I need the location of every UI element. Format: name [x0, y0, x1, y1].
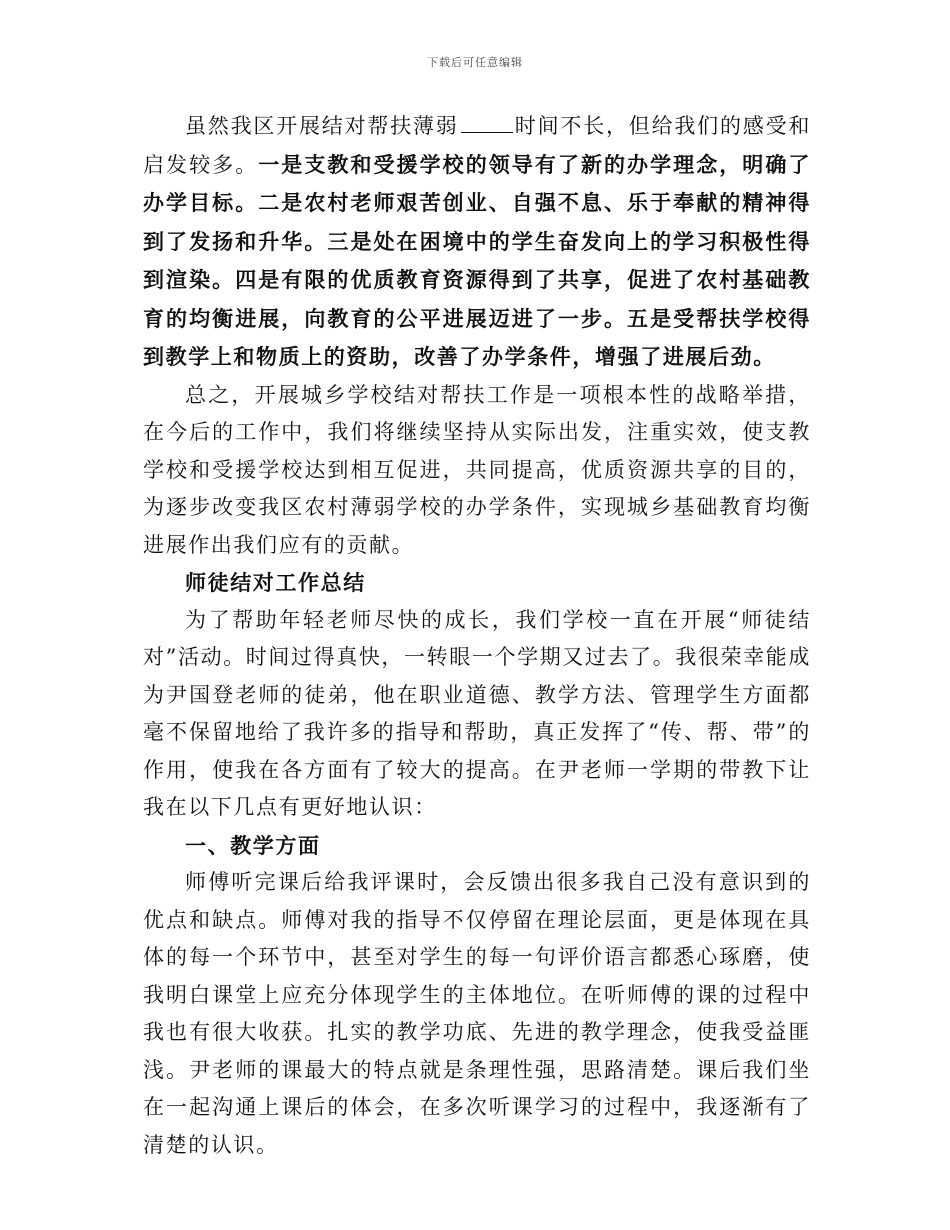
paragraph-conclusion: 总之，开展城乡学校结对帮扶工作是一项根本性的战略举措，在今后的工作中，我们将继续坚持从实际出发，注重实效，使支教学校和受援学校达到相互促进，共同提高，优质资源共享的目的，为逐步改变我区农村薄弱学校的办学条件，实现城乡基础教育均衡进展作出我们应有的贡献。	[143, 382, 811, 557]
section-heading-teaching: 一、教学方面	[185, 832, 321, 858]
paragraph-summary-benefits	[143, 108, 811, 377]
paragraph-teaching: 师傅听完课后给我评课时，会反馈出很多我自己没有意识到的优点和缺点。师傅对我的指导不仅停留在理论层面，更是体现在具体的每一个环节中，甚至对学生的每一句评价语言都悉心琢磨，使我明白课堂上应充分体现学生的主体地位。在听师傅的课的过程中我也有很大收获。扎实的教学功底、先进的教学理念，使我受益匪浅。尹老师的课最大的特点就是条理性强，思路清楚。课后我们坐在一起沟通上课后的体会，在多次听课学习的过程中，我逐渐有了清楚的认识。	[143, 870, 811, 1157]
document-title: 师徒结对工作总结	[185, 570, 366, 595]
paragraph-text-after-blank: 时间不长，但给我们的感受和启发较多。	[143, 114, 811, 177]
document-body	[143, 108, 811, 1164]
fill-in-blank	[461, 114, 513, 133]
paragraph-bold-points: 一是支教和受援学校的领导有了新的办学理念，明确了办学目标。二是农村老师艰苦创业、自强不息、乐于奉献的精神得到了发扬和升华。三是处在困境中的学生奋发向上的学习积极性得到渲染。四是有限的优质教育资源得到了共享，促进了农村基础教育的均衡进展，向教育的公平进展迈进了一步。五是受帮扶学校得到教学上和物质上的资助，改善了办学条件，增强了进展后劲。	[143, 151, 811, 369]
paragraph-intro: 为了帮助年轻老师尽快的成长，我们学校一直在开展“师徒结对”活动。时间过得真快，一转眼一个学期又过去了。我很荣幸能成为尹国登老师的徒弟，他在职业道德、教学方法、管理学生方面都毫不保留地给了我许多的指导和帮助，真正发挥了“传、帮、带”的作用，使我在各方面有了较大的提高。在尹老师一学期的带教下让我在以下几点有更好地认识：	[143, 607, 811, 819]
page-header: 下载后可任意编辑	[427, 56, 523, 69]
paragraph-text-start: 虽然我区开展结对帮扶薄弱	[185, 114, 459, 138]
